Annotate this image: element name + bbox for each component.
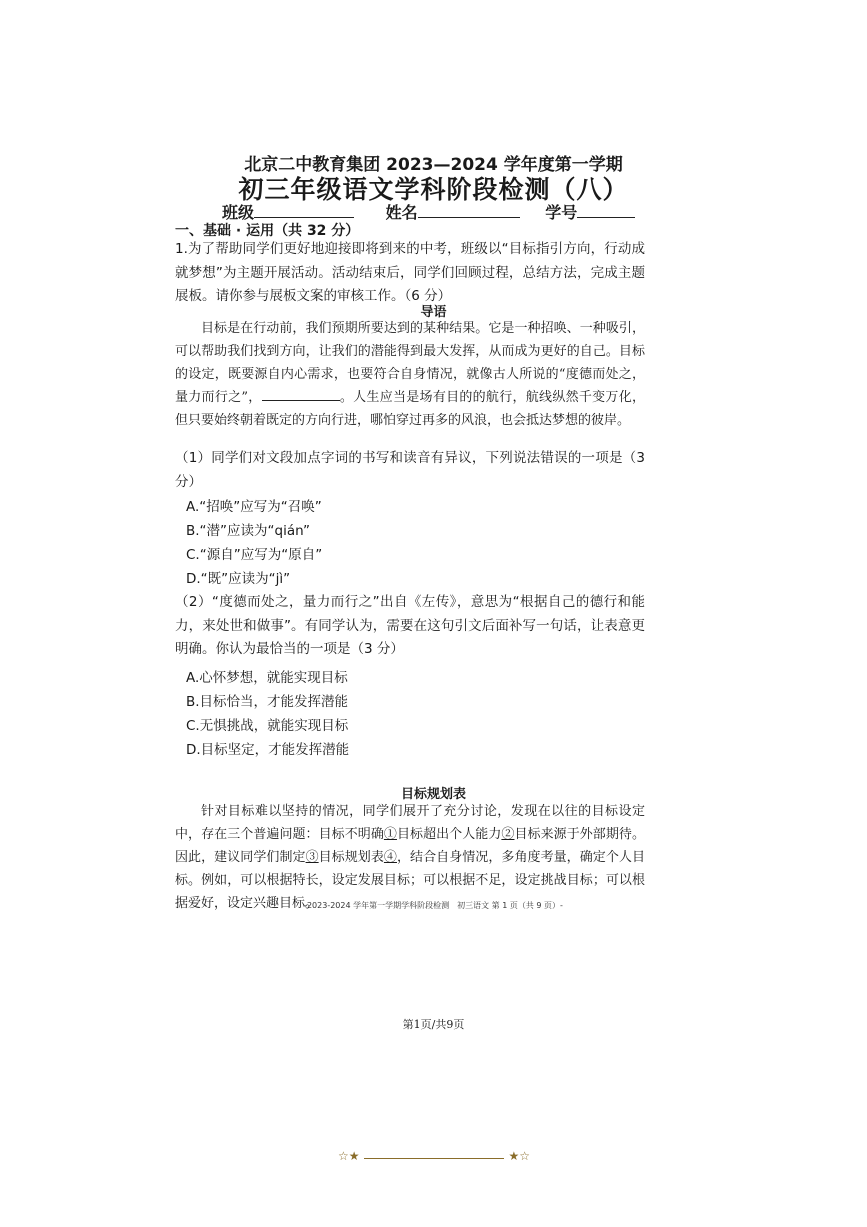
ornament-stars-right: ★☆ bbox=[508, 1149, 530, 1163]
plan-passage bbox=[175, 800, 645, 915]
ornament-stars-left: ☆★ bbox=[338, 1149, 360, 1163]
intro-passage bbox=[175, 317, 645, 432]
blank-mark-3: ③ bbox=[305, 850, 319, 865]
plan-text-d: 目标规划表 bbox=[318, 850, 384, 865]
student-id-blank bbox=[577, 203, 635, 218]
intro-text-part2: 。人生应当是场有目的的航行，航线纵然千变万化，但只要始终朝着既定的方向行进，哪怕穿过再多的风浪，也会抵达梦想的彼岸。 bbox=[175, 390, 645, 428]
plan-text-c: 目标来源于外部期待。因此，建议同学们制定 bbox=[175, 827, 645, 865]
footer-ornament bbox=[338, 1151, 530, 1165]
name-blank bbox=[418, 203, 520, 218]
section-heading: 一、基础 · 运用（共 32 分） bbox=[175, 223, 360, 239]
subquestion-1-stem: （1）同学们对文段加点字词的书写和读音有异议，下列说法错误的一项是（3 分） bbox=[175, 450, 645, 490]
page-number: 第1页/共9页 bbox=[402, 1018, 465, 1031]
sub2-option-a: A.心怀梦想，就能实现目标 bbox=[186, 670, 348, 686]
blank-mark-4: ④ bbox=[383, 850, 397, 865]
class-blank bbox=[254, 203, 354, 218]
sub1-option-b: B.“潜”应读为“qián” bbox=[186, 523, 310, 539]
question-1-stem: 1.为了帮助同学们更好地迎接即将到来的中考，班级以“目标指引方向，行动成就梦想”为主题开展活动。活动结束后，同学们回顾过程，总结方法，完成主题展板。请你参与展板文案的审核工作。（6 分） bbox=[175, 241, 645, 304]
sub2-option-c: C.无惧挑战，就能实现目标 bbox=[186, 718, 349, 734]
exam-footer-line: -2023-2024 学年第一学期学科阶段检测 初三语文 第 1 页（共 9 页）- bbox=[304, 901, 563, 910]
student-id-field bbox=[545, 200, 635, 223]
subquestion-2-stem: （2）“度德而处之，量力而行之”出自《左传》，意思为“根据自己的德行和能力，来处世和做事”。有同学认为，需要在这句引文后面补写一句话，让表意更明确。你认为最恰当的一项是（3 分） bbox=[175, 594, 645, 657]
ornament-line bbox=[364, 1158, 504, 1159]
school-name: 北京二中教育集团 2023—2024 学年度第一学期 bbox=[244, 155, 623, 175]
exam-title: 初三年级语文学科阶段检测（八） bbox=[238, 175, 629, 204]
student-id-label: 学号 bbox=[545, 203, 578, 222]
sub1-option-d: D.“既”应读为“jì” bbox=[186, 571, 291, 587]
fill-in-blank bbox=[262, 387, 340, 401]
intro-text-part1: 目标是在行动前，我们预期所要达到的某种结果。它是一种招唤、一种吸引，可以帮助我们找到方向，让我们的潜能得到最大发挥，从而成为更好的自己。目标的设定，既要源自内心需求，也要符合自身情况，就像古人所说的“度德而处之，量力而行之”， bbox=[175, 321, 645, 405]
intro-heading: 导语 bbox=[420, 305, 447, 320]
sub2-option-b: B.目标恰当，才能发挥潜能 bbox=[186, 694, 349, 710]
blank-mark-2: ② bbox=[501, 827, 515, 842]
blank-mark-1: ① bbox=[383, 827, 397, 842]
plan-heading: 目标规划表 bbox=[400, 787, 466, 802]
sub1-option-a: A.“招唤”应写为“召唤” bbox=[186, 499, 322, 515]
name-label: 姓名 bbox=[385, 203, 418, 222]
plan-text-e: ，结合自身情况，多角度考量，确定个人目标。例如，可以根据特长，设定发展目标；可以根据不足，设定挑战目标；可以根据爱好，设定兴趣目标。 bbox=[175, 850, 645, 911]
sub2-option-d: D.目标坚定，才能发挥潜能 bbox=[186, 742, 350, 758]
plan-text-b: 目标超出个人能力 bbox=[396, 827, 502, 842]
sub1-option-c: C.“源自”应写为“原自” bbox=[186, 547, 323, 563]
class-label: 班级 bbox=[222, 203, 255, 222]
name-field bbox=[386, 200, 520, 223]
plan-text-a: 针对目标难以坚持的情况，同学们展开了充分讨论，发现在以往的目标设定中，存在三个普遍问题：目标不明确 bbox=[175, 804, 645, 842]
